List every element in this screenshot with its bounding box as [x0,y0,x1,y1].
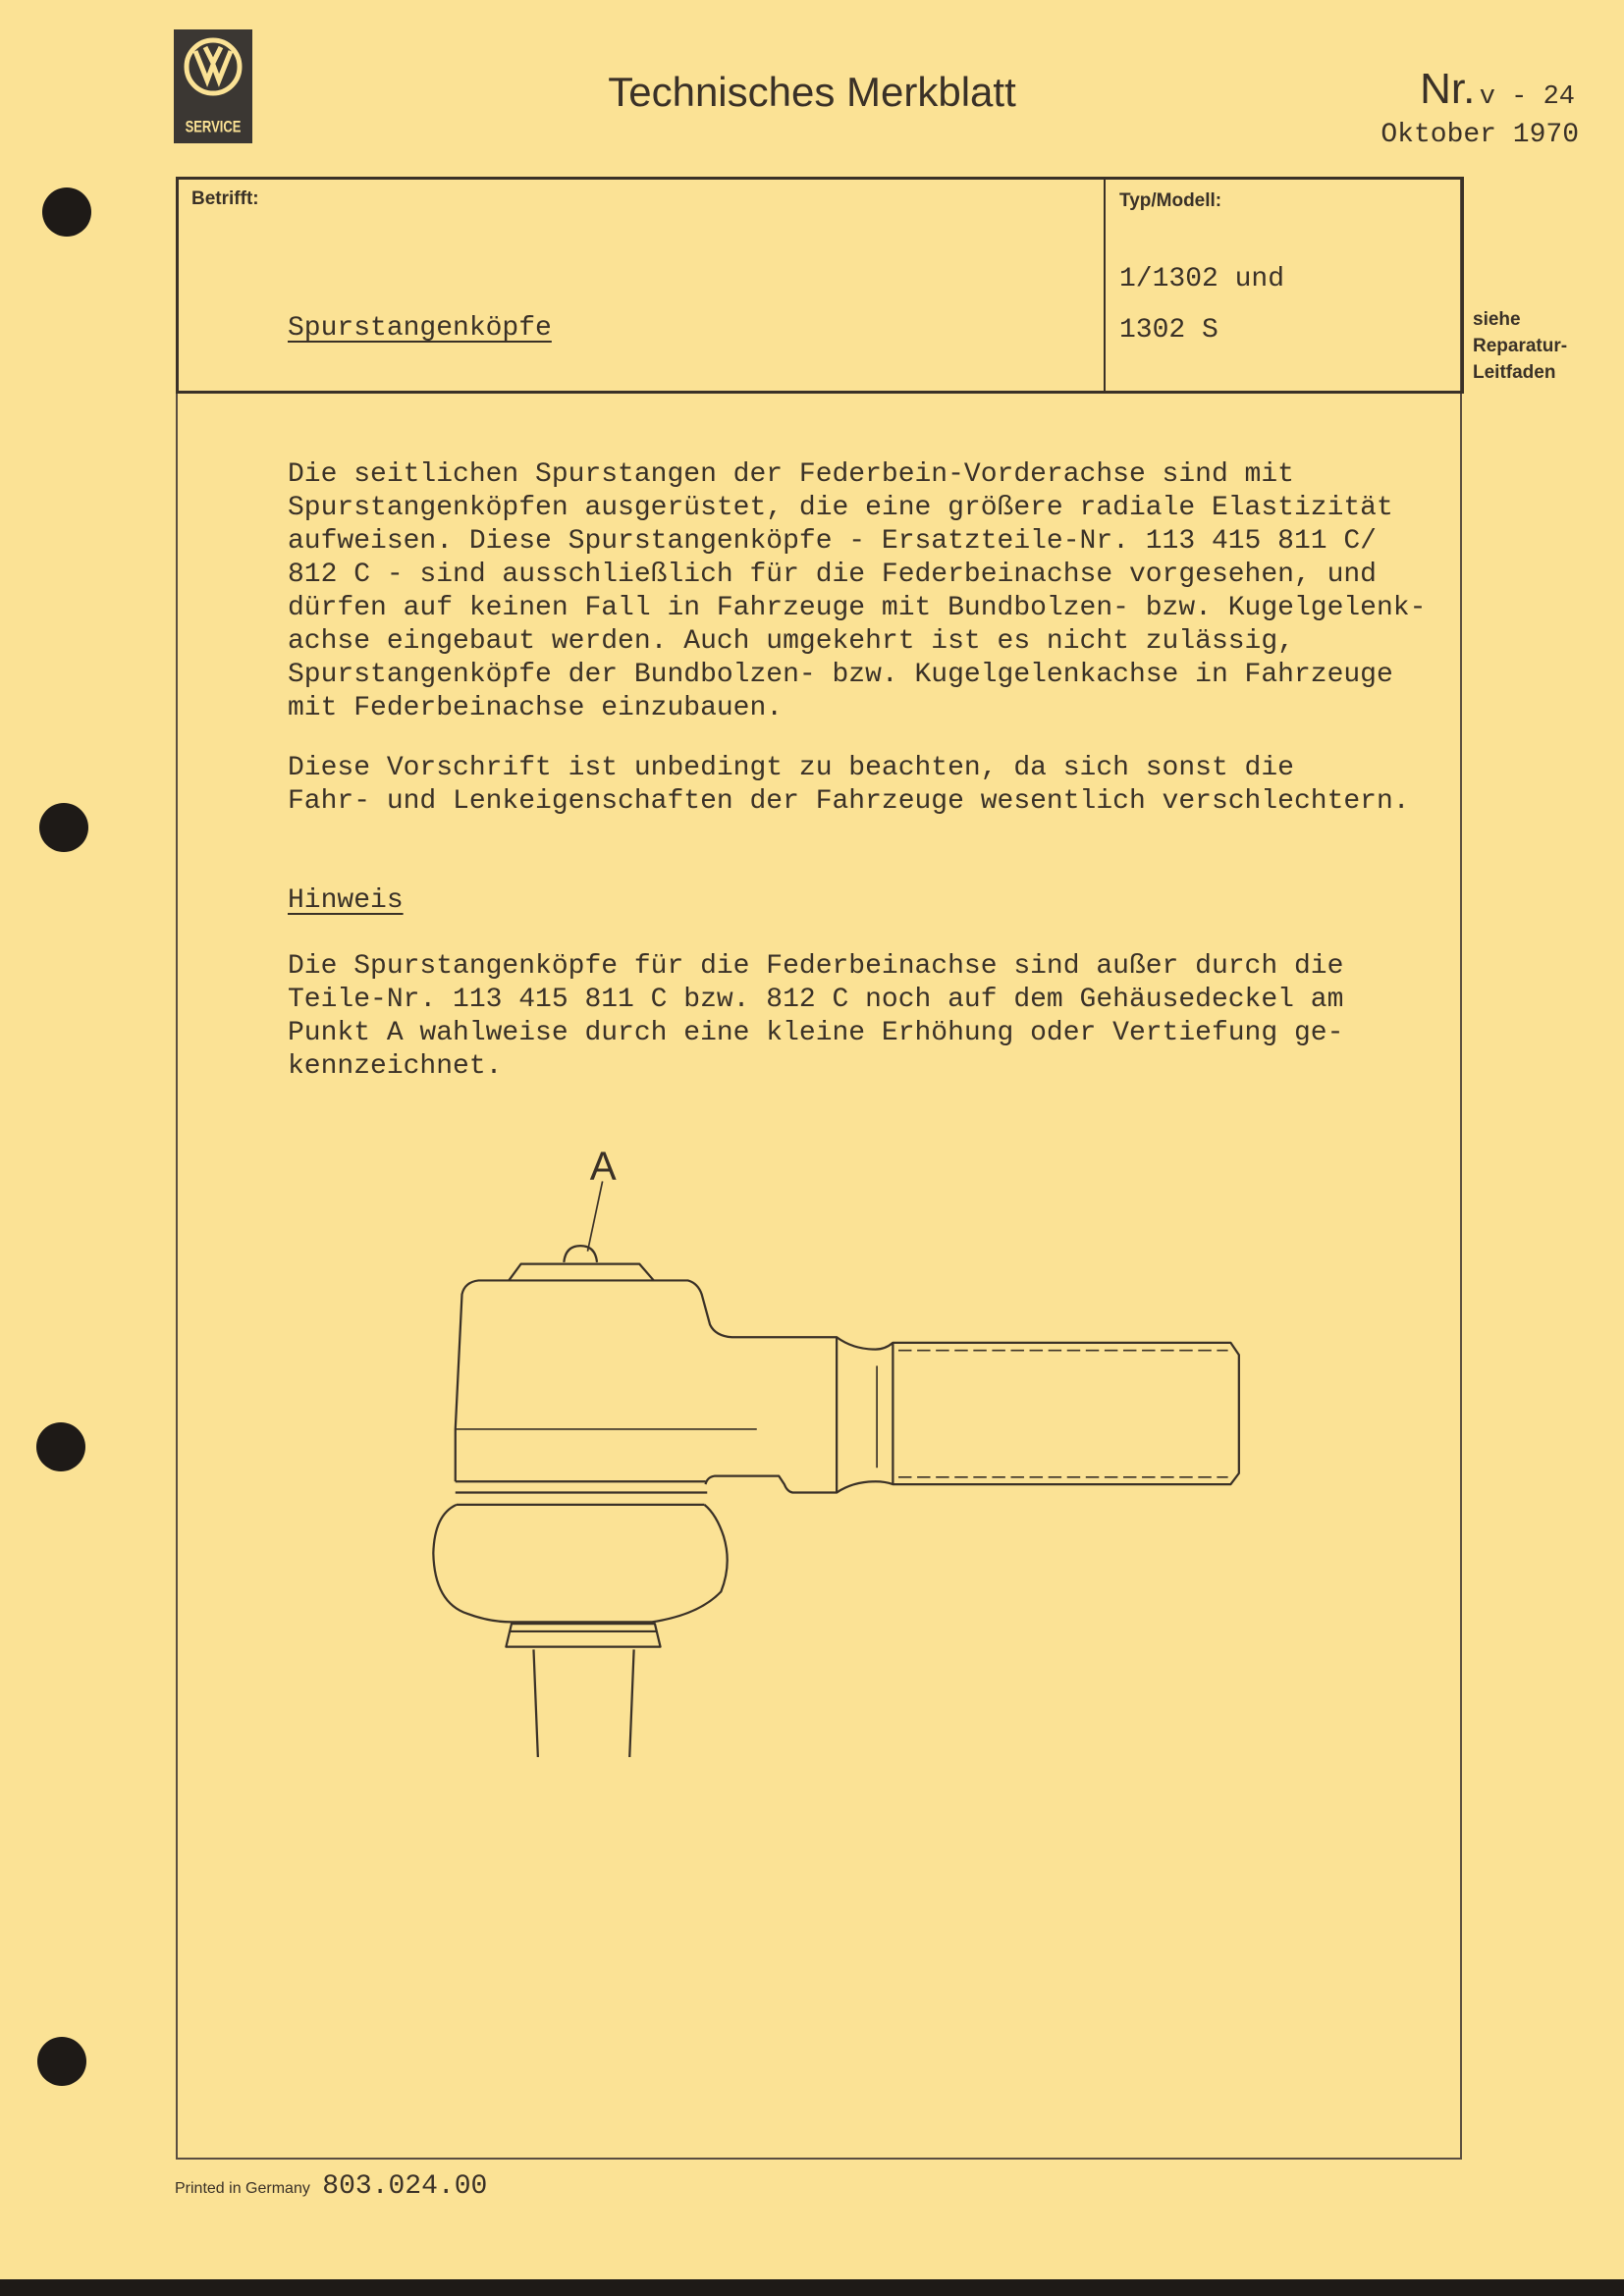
model-line-2: 1302 S [1119,315,1218,346]
punch-hole [42,187,91,237]
body-paragraph-2: Diese Vorschrift ist unbedingt zu beachten, da sich sonst die Fahr- und Lenkeigenschaften der Fahrzeuge wesentlich verschlechtern. [288,753,1410,817]
document-title: Technisches Merkblatt [608,69,1016,115]
nr-value: v - 24 [1479,82,1575,112]
thread-lines [898,1351,1228,1477]
form-number: 803.024.00 [322,2171,488,2202]
model-line-1: 1/1302 und [1119,264,1285,294]
marking-bump [564,1246,597,1262]
housing-grooves [456,1481,707,1505]
punch-hole [36,1422,85,1471]
point-a-label: A [589,1143,617,1189]
printed-in-germany: Printed in Germany [175,2180,310,2197]
point-a-leader [587,1181,602,1251]
hinweis-heading: Hinweis [288,885,404,916]
footer [175,2171,487,2202]
housing-body [456,1280,837,1492]
scan-edge [0,2279,1624,2296]
threaded-shaft [893,1343,1238,1484]
typ-modell-label: Typ/Modell: [1119,190,1222,211]
punch-hole [37,2037,86,2086]
body-paragraph-1: Die seitlichen Spurstangen der Federbein-Vorderachse sind mit Spurstangenköpfen ausgerüstet, die eine größere radiale Elastizität aufweisen. Diese Spurstangenköpfe - Ersatzteile-Nr. 113 415 811 C/ 812 C - sind ausschließlich für die Federbeinachse vorgesehen, und dürfen auf keinen Fall in Fahrzeuge mit Bundbolzen- bzw. Kugelgelenk- achse eingebaut werden. Auch umgekehrt ist es nicht zulässig, Spurstangenköpfe der Bundbolzen- bzw. Kugelgelenkachse in Fahrzeuge mit Federbeinachse einzubauen. [288,459,1427,723]
side-note-line: siehe [1473,309,1521,330]
betrifft-label: Betrifft: [191,188,259,209]
punch-hole [39,803,88,852]
side-note-line: Reparatur- [1473,336,1568,356]
rubber-boot [433,1505,727,1623]
logo-service-text: SERVICE [185,116,242,136]
document-date: Oktober 1970 [1380,120,1579,150]
tie-rod-end-drawing [412,1129,1276,1757]
side-note [1473,306,1567,386]
ball-pin [533,1649,633,1757]
side-note-line: Leitfaden [1473,362,1556,383]
nr-label: Nr. [1420,65,1476,113]
subject-divider [1104,177,1106,391]
shaft-neck [837,1337,893,1492]
boot-collar [506,1624,660,1647]
body-paragraph-3: Die Spurstangenköpfe für die Federbeinachse sind außer durch die Teile-Nr. 113 415 811 C bzw. 812 C noch auf dem Gehäusedeckel am Punkt A wahlweise durch eine kleine Erhöhung oder Vertiefung ge- kennzeichnet. [288,951,1344,1082]
document-number [1420,65,1575,114]
subject-title: Spurstangenköpfe [288,313,552,344]
housing-cap [509,1264,654,1281]
